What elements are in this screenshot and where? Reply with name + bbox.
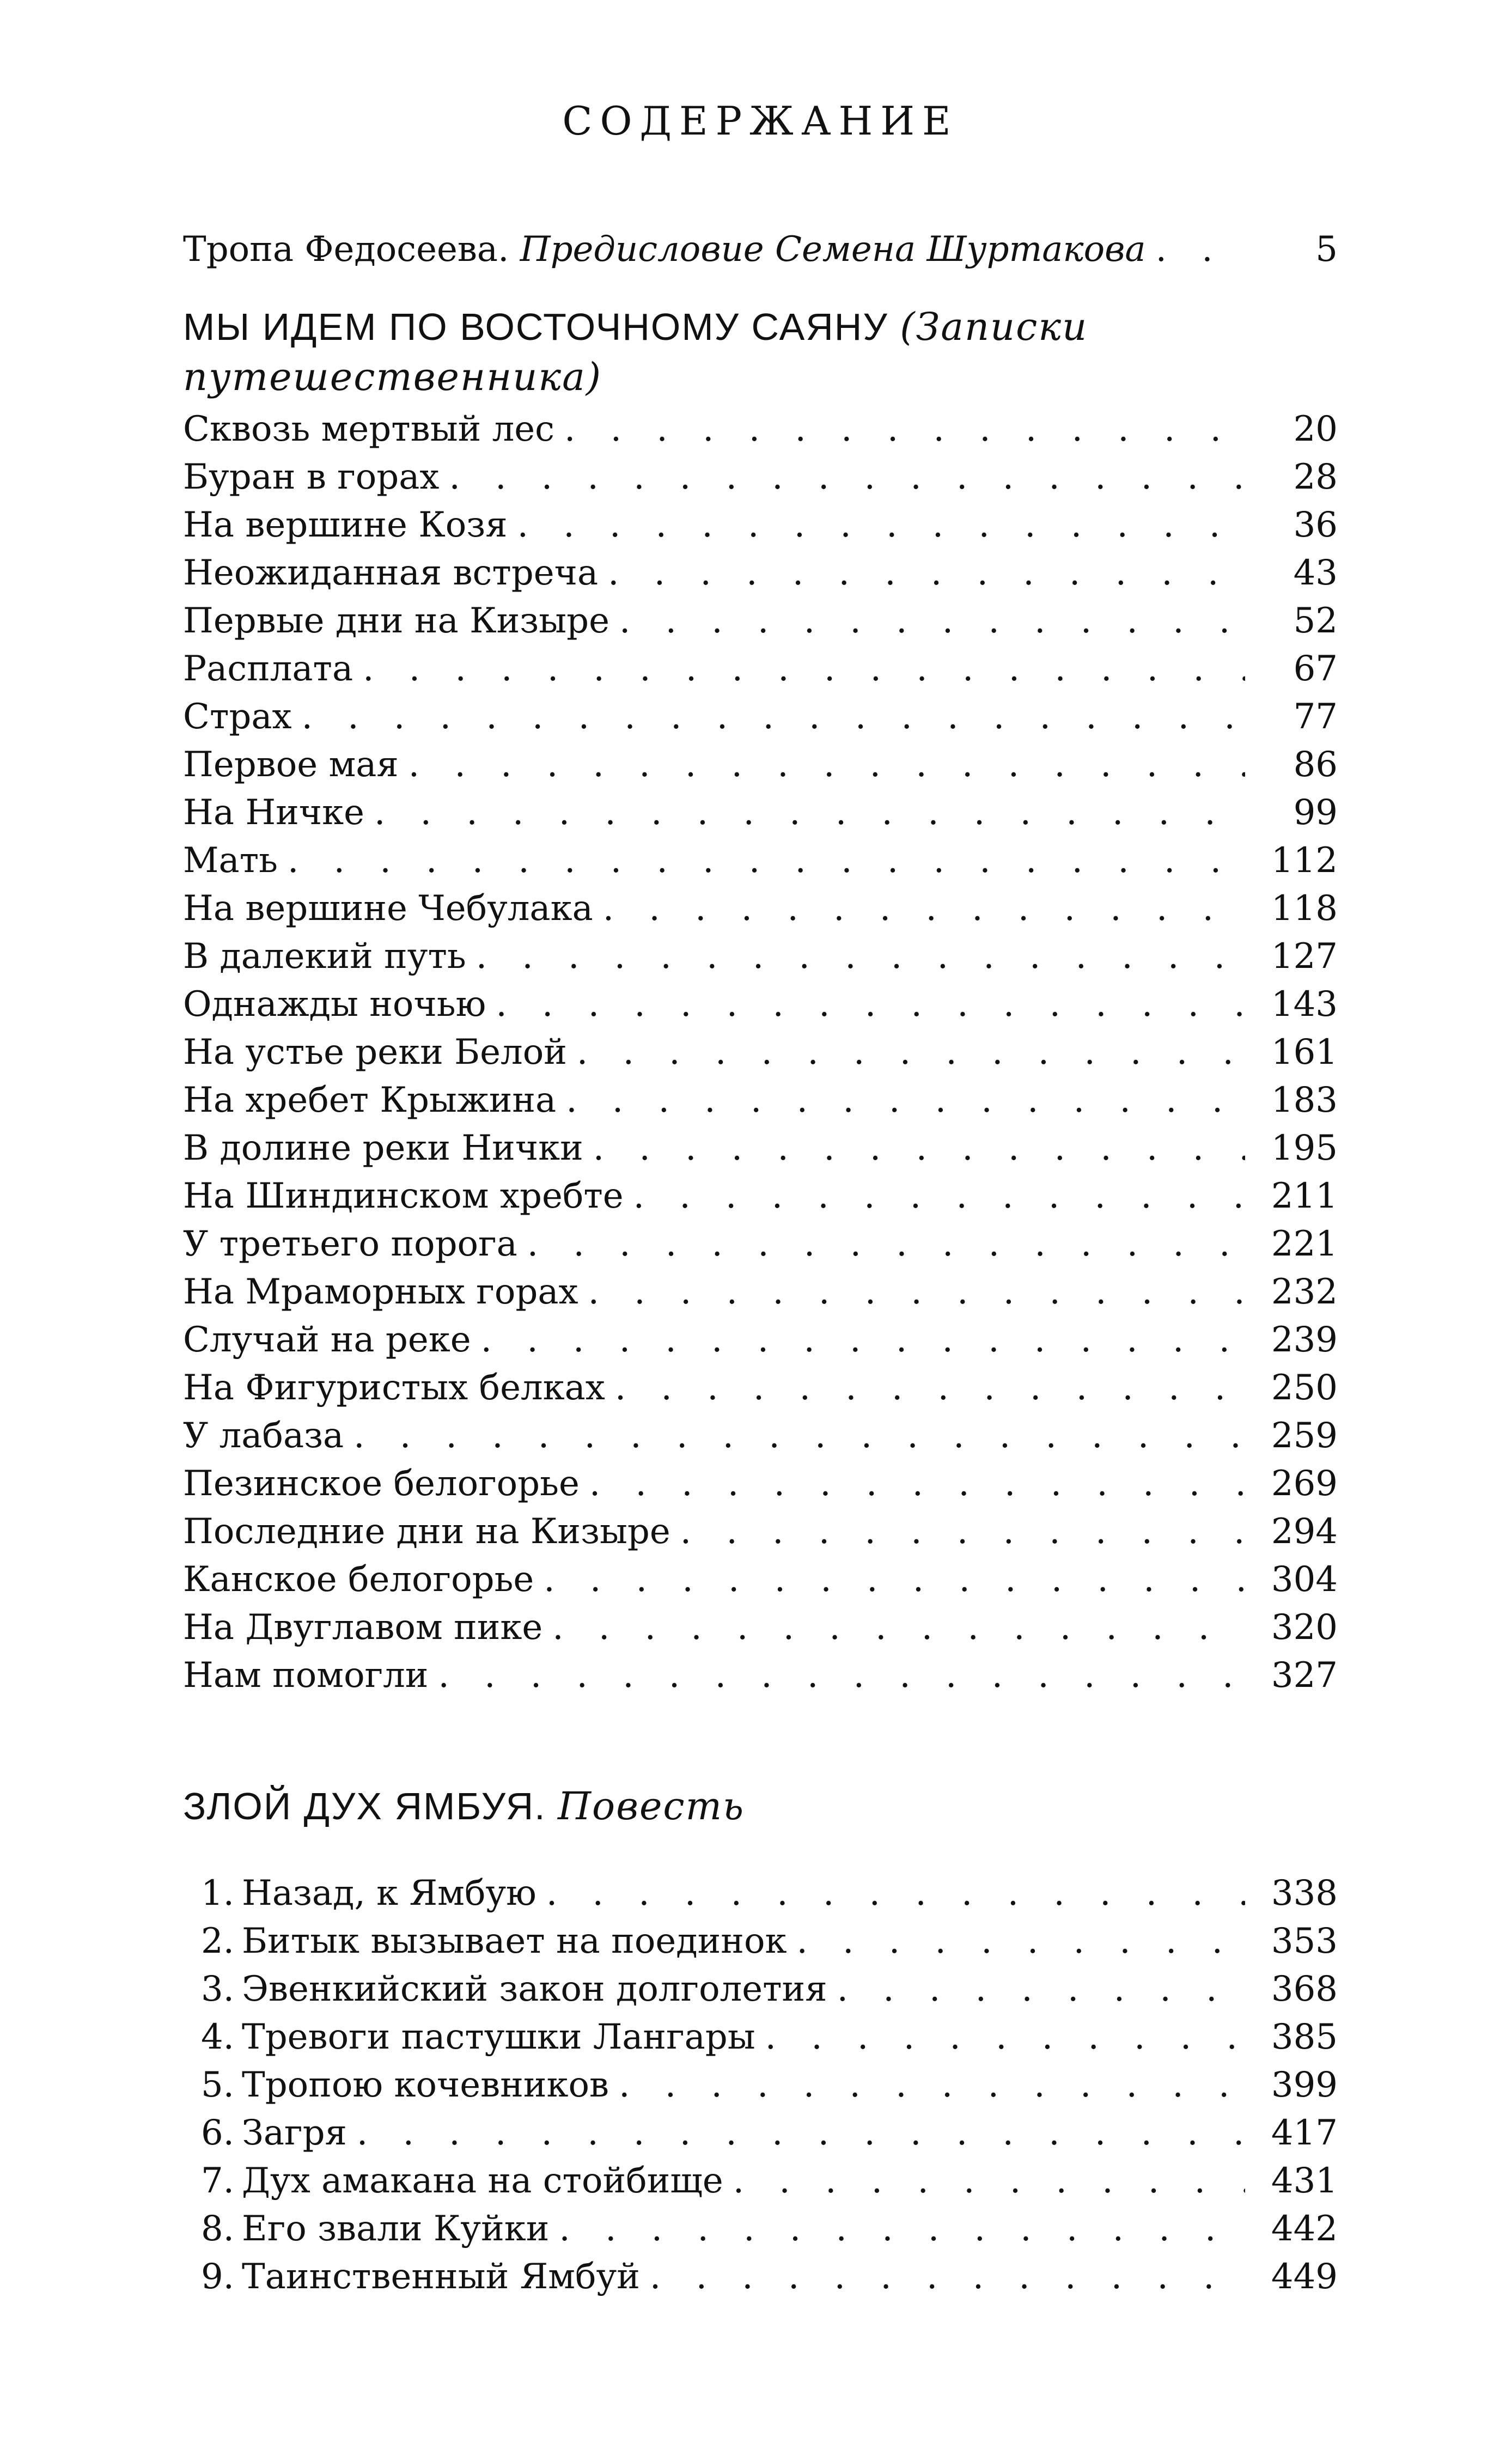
entry-label: Сквозь мертвый лес xyxy=(183,409,554,449)
toc-entry[interactable] xyxy=(183,1124,1338,1172)
toc-entry[interactable] xyxy=(183,1316,1338,1364)
page-number: 118 xyxy=(1271,888,1338,929)
entry-label: Первые дни на Кизыре xyxy=(183,601,609,641)
toc-entry[interactable] xyxy=(183,980,1338,1028)
entry-label: Канское белогорье xyxy=(183,1559,534,1600)
page-number: 36 xyxy=(1293,505,1338,545)
toc-entry[interactable] xyxy=(183,1364,1338,1412)
dot-leader xyxy=(609,2061,1245,2109)
dot-leader xyxy=(609,597,1245,645)
toc-entry[interactable] xyxy=(183,933,1338,980)
entry-label: На Мраморных горах xyxy=(183,1272,578,1312)
dot-leader xyxy=(428,1651,1245,1699)
page-number: 232 xyxy=(1271,1272,1338,1312)
toc-entry[interactable] xyxy=(183,405,1338,453)
section-1-list xyxy=(183,405,1338,1699)
dot-leader xyxy=(827,1965,1245,2013)
dot-leader xyxy=(353,645,1245,693)
toc-entry[interactable] xyxy=(183,1460,1338,1508)
dot-leader xyxy=(1146,226,1245,273)
dot-leader xyxy=(536,1869,1245,1917)
dot-leader xyxy=(439,453,1245,501)
entry-label: Буран в горах xyxy=(183,457,440,497)
toc-entry[interactable] xyxy=(183,2109,1338,2157)
entry-label xyxy=(183,2013,755,2061)
page-number: 250 xyxy=(1271,1368,1338,1408)
entry-label xyxy=(183,1869,536,1917)
entry-label: На вершине Козя xyxy=(183,505,508,545)
toc-entry[interactable] xyxy=(183,837,1338,885)
chapter-title: Эвенкийский закон долголетия xyxy=(242,1969,827,2009)
preface-author: Предисловие Семена Шуртакова xyxy=(520,229,1146,270)
page-number: 259 xyxy=(1271,1416,1338,1456)
entry-label: Пезинское белогорье xyxy=(183,1464,580,1504)
entry-label: Неожиданная встреча xyxy=(183,553,599,593)
toc-entry[interactable] xyxy=(183,1556,1338,1604)
dot-leader xyxy=(554,405,1245,453)
page-number: 269 xyxy=(1271,1464,1338,1504)
chapter-title: Таинственный Ямбуй xyxy=(242,2257,640,2297)
dot-leader xyxy=(580,1460,1245,1508)
toc-entry[interactable] xyxy=(183,2013,1338,2061)
dot-leader xyxy=(508,501,1245,549)
page-number: 449 xyxy=(1271,2257,1338,2297)
entry-label xyxy=(183,1917,787,1965)
toc-entry[interactable] xyxy=(183,1965,1338,2013)
entry-label xyxy=(183,2253,640,2301)
page-number: 143 xyxy=(1271,984,1338,1025)
entry-label xyxy=(183,2061,609,2109)
entry-label: На вершине Чебулака xyxy=(183,888,593,929)
toc-entry[interactable] xyxy=(183,2061,1338,2109)
entry-label: У лабаза xyxy=(183,1416,344,1456)
toc-entry[interactable] xyxy=(183,1028,1338,1076)
entry-label: Случай на реке xyxy=(183,1320,471,1360)
dot-leader xyxy=(344,1412,1245,1460)
chapter-number: 5. xyxy=(200,2065,234,2105)
page-number: 5 xyxy=(1315,229,1338,270)
toc-entry[interactable] xyxy=(183,1220,1338,1268)
dot-leader xyxy=(466,933,1245,980)
dot-leader xyxy=(556,1076,1245,1124)
entry-label: У третьего порога xyxy=(183,1224,517,1264)
page-number: 304 xyxy=(1271,1559,1338,1600)
chapter-title: Загря xyxy=(242,2113,347,2153)
toc-entry[interactable] xyxy=(183,501,1338,549)
dot-leader xyxy=(670,1508,1245,1556)
entry-label: Расплата xyxy=(183,649,353,689)
chapter-title: Тропою кочевников xyxy=(242,2065,609,2105)
chapter-title: Назад, к Ямбую xyxy=(242,1873,536,1913)
chapter-number: 4. xyxy=(200,2017,234,2057)
chapter-number: 7. xyxy=(200,2161,234,2201)
page-number: 99 xyxy=(1293,793,1338,833)
dot-leader xyxy=(486,980,1245,1028)
toc-entry[interactable] xyxy=(183,645,1338,693)
toc-entry[interactable] xyxy=(183,549,1338,597)
page-number: 294 xyxy=(1271,1512,1338,1552)
dot-leader xyxy=(347,2109,1245,2157)
dot-leader xyxy=(399,741,1245,789)
toc-entry[interactable] xyxy=(183,789,1338,837)
page-number: 368 xyxy=(1271,1969,1338,2009)
page-number: 195 xyxy=(1271,1128,1338,1168)
chapter-number: 6. xyxy=(200,2113,234,2153)
entry-label xyxy=(183,2157,723,2205)
page-number: 417 xyxy=(1271,2113,1338,2153)
page-number: 127 xyxy=(1271,936,1338,977)
toc-entry[interactable] xyxy=(183,1076,1338,1124)
dot-leader xyxy=(593,885,1245,933)
toc-entry[interactable] xyxy=(183,1412,1338,1460)
toc-entry[interactable] xyxy=(183,453,1338,501)
preface-entry[interactable] xyxy=(183,226,1338,273)
toc-entry[interactable] xyxy=(183,1268,1338,1316)
chapter-number: 1. xyxy=(200,1873,234,1913)
section-title: ЗЛОЙ ДУХ ЯМБУЯ. xyxy=(183,1785,546,1827)
entry-label: Первое мая xyxy=(183,745,399,785)
chapter-title: Дух амакана на стойбище xyxy=(242,2161,723,2201)
page-title: СОДЕРЖАНИЕ xyxy=(562,98,959,144)
entry-label: На устье реки Белой xyxy=(183,1032,567,1072)
dot-leader xyxy=(598,549,1245,597)
toc-entry[interactable] xyxy=(183,1172,1338,1220)
dot-leader xyxy=(534,1556,1245,1604)
toc-entry[interactable] xyxy=(183,741,1338,789)
page-number: 20 xyxy=(1293,409,1338,449)
entry-label: В долине реки Нички xyxy=(183,1128,583,1168)
dot-leader xyxy=(567,1028,1245,1076)
toc-entry[interactable] xyxy=(183,1604,1338,1651)
entry-label: Страх xyxy=(183,697,292,737)
page-number: 320 xyxy=(1271,1607,1338,1648)
preface-title: Тропа Федосеева. xyxy=(183,229,509,270)
section-2-list xyxy=(183,1869,1338,2301)
page-number: 239 xyxy=(1271,1320,1338,1360)
chapter-number: 8. xyxy=(200,2209,234,2249)
chapter-title: Тревоги пастушки Лангары xyxy=(242,2017,755,2057)
chapter-number: 2. xyxy=(200,1921,234,1961)
dot-leader xyxy=(624,1172,1245,1220)
entry-label: На хребет Крыжина xyxy=(183,1080,557,1120)
section-title: МЫ ИДЕМ ПО ВОСТОЧНОМУ САЯНУ xyxy=(183,306,888,348)
dot-leader xyxy=(364,789,1245,837)
page-number: 112 xyxy=(1271,840,1338,881)
page-number: 431 xyxy=(1271,2161,1338,2201)
toc-entry[interactable] xyxy=(183,1869,1338,1917)
page-number: 67 xyxy=(1293,649,1338,689)
toc-entry[interactable] xyxy=(183,2205,1338,2253)
page-number: 399 xyxy=(1271,2065,1338,2105)
page-number: 161 xyxy=(1271,1032,1338,1072)
entry-label: Нам помогли xyxy=(183,1655,429,1696)
entry-label: На Двуглавом пике xyxy=(183,1607,543,1648)
page-number: 327 xyxy=(1271,1655,1338,1696)
chapter-number: 3. xyxy=(200,1969,234,2009)
toc-entry[interactable] xyxy=(183,597,1338,645)
dot-leader xyxy=(292,693,1245,741)
toc-entry[interactable] xyxy=(183,1651,1338,1699)
entry-label xyxy=(183,2109,347,2157)
contents-page xyxy=(183,98,1338,2301)
page-number: 52 xyxy=(1293,601,1338,641)
page-number: 338 xyxy=(1271,1873,1338,1913)
entry-label: На Фигуристых белках xyxy=(183,1368,605,1408)
chapter-number: 9. xyxy=(200,2257,234,2297)
entry-label: Последние дни на Кизыре xyxy=(183,1512,670,1552)
dot-leader xyxy=(755,2013,1245,2061)
entry-label xyxy=(183,2205,549,2253)
dot-leader xyxy=(517,1220,1245,1268)
entry-label: Мать xyxy=(183,840,278,881)
entry-label: В далекий путь xyxy=(183,936,466,977)
toc-entry[interactable] xyxy=(183,1508,1338,1556)
dot-leader xyxy=(471,1316,1245,1364)
dot-leader xyxy=(542,1604,1245,1651)
dot-leader xyxy=(278,837,1245,885)
entry-label: На Ничке xyxy=(183,793,364,833)
toc-entry[interactable] xyxy=(183,1917,1338,1965)
entry-label: На Шиндинском хребте xyxy=(183,1176,624,1216)
chapter-title: Его звали Куйки xyxy=(242,2209,550,2249)
chapter-title: Битык вызывает на поединок xyxy=(242,1921,787,1961)
page-number: 183 xyxy=(1271,1080,1338,1120)
dot-leader xyxy=(787,1917,1245,1965)
page-number: 86 xyxy=(1293,745,1338,785)
page-number: 385 xyxy=(1271,2017,1338,2057)
preface-label xyxy=(183,226,1146,273)
entry-label xyxy=(183,1965,827,2013)
page-number: 43 xyxy=(1293,553,1338,593)
page-number: 77 xyxy=(1293,697,1338,737)
entry-label: Однажды ночью xyxy=(183,984,486,1025)
toc-entry[interactable] xyxy=(183,2253,1338,2301)
page-number: 221 xyxy=(1271,1224,1338,1264)
page-number: 28 xyxy=(1293,457,1338,497)
section-subtitle: Повесть xyxy=(558,1784,745,1829)
dot-leader xyxy=(723,2157,1245,2205)
page-number: 211 xyxy=(1271,1176,1338,1216)
dot-leader xyxy=(549,2205,1245,2253)
toc-entry[interactable] xyxy=(183,693,1338,741)
dot-leader xyxy=(578,1268,1245,1316)
dot-leader xyxy=(640,2253,1245,2301)
dot-leader xyxy=(583,1124,1245,1172)
section-subtitle: (Записки путешественника) xyxy=(183,304,1088,399)
section-heading xyxy=(183,302,1229,402)
page-number: 353 xyxy=(1271,1921,1338,1961)
dot-leader xyxy=(605,1364,1245,1412)
toc-entry[interactable] xyxy=(183,2157,1338,2205)
toc-entry[interactable] xyxy=(183,885,1338,933)
page-number: 442 xyxy=(1271,2209,1338,2249)
section-heading xyxy=(183,1781,1338,1831)
